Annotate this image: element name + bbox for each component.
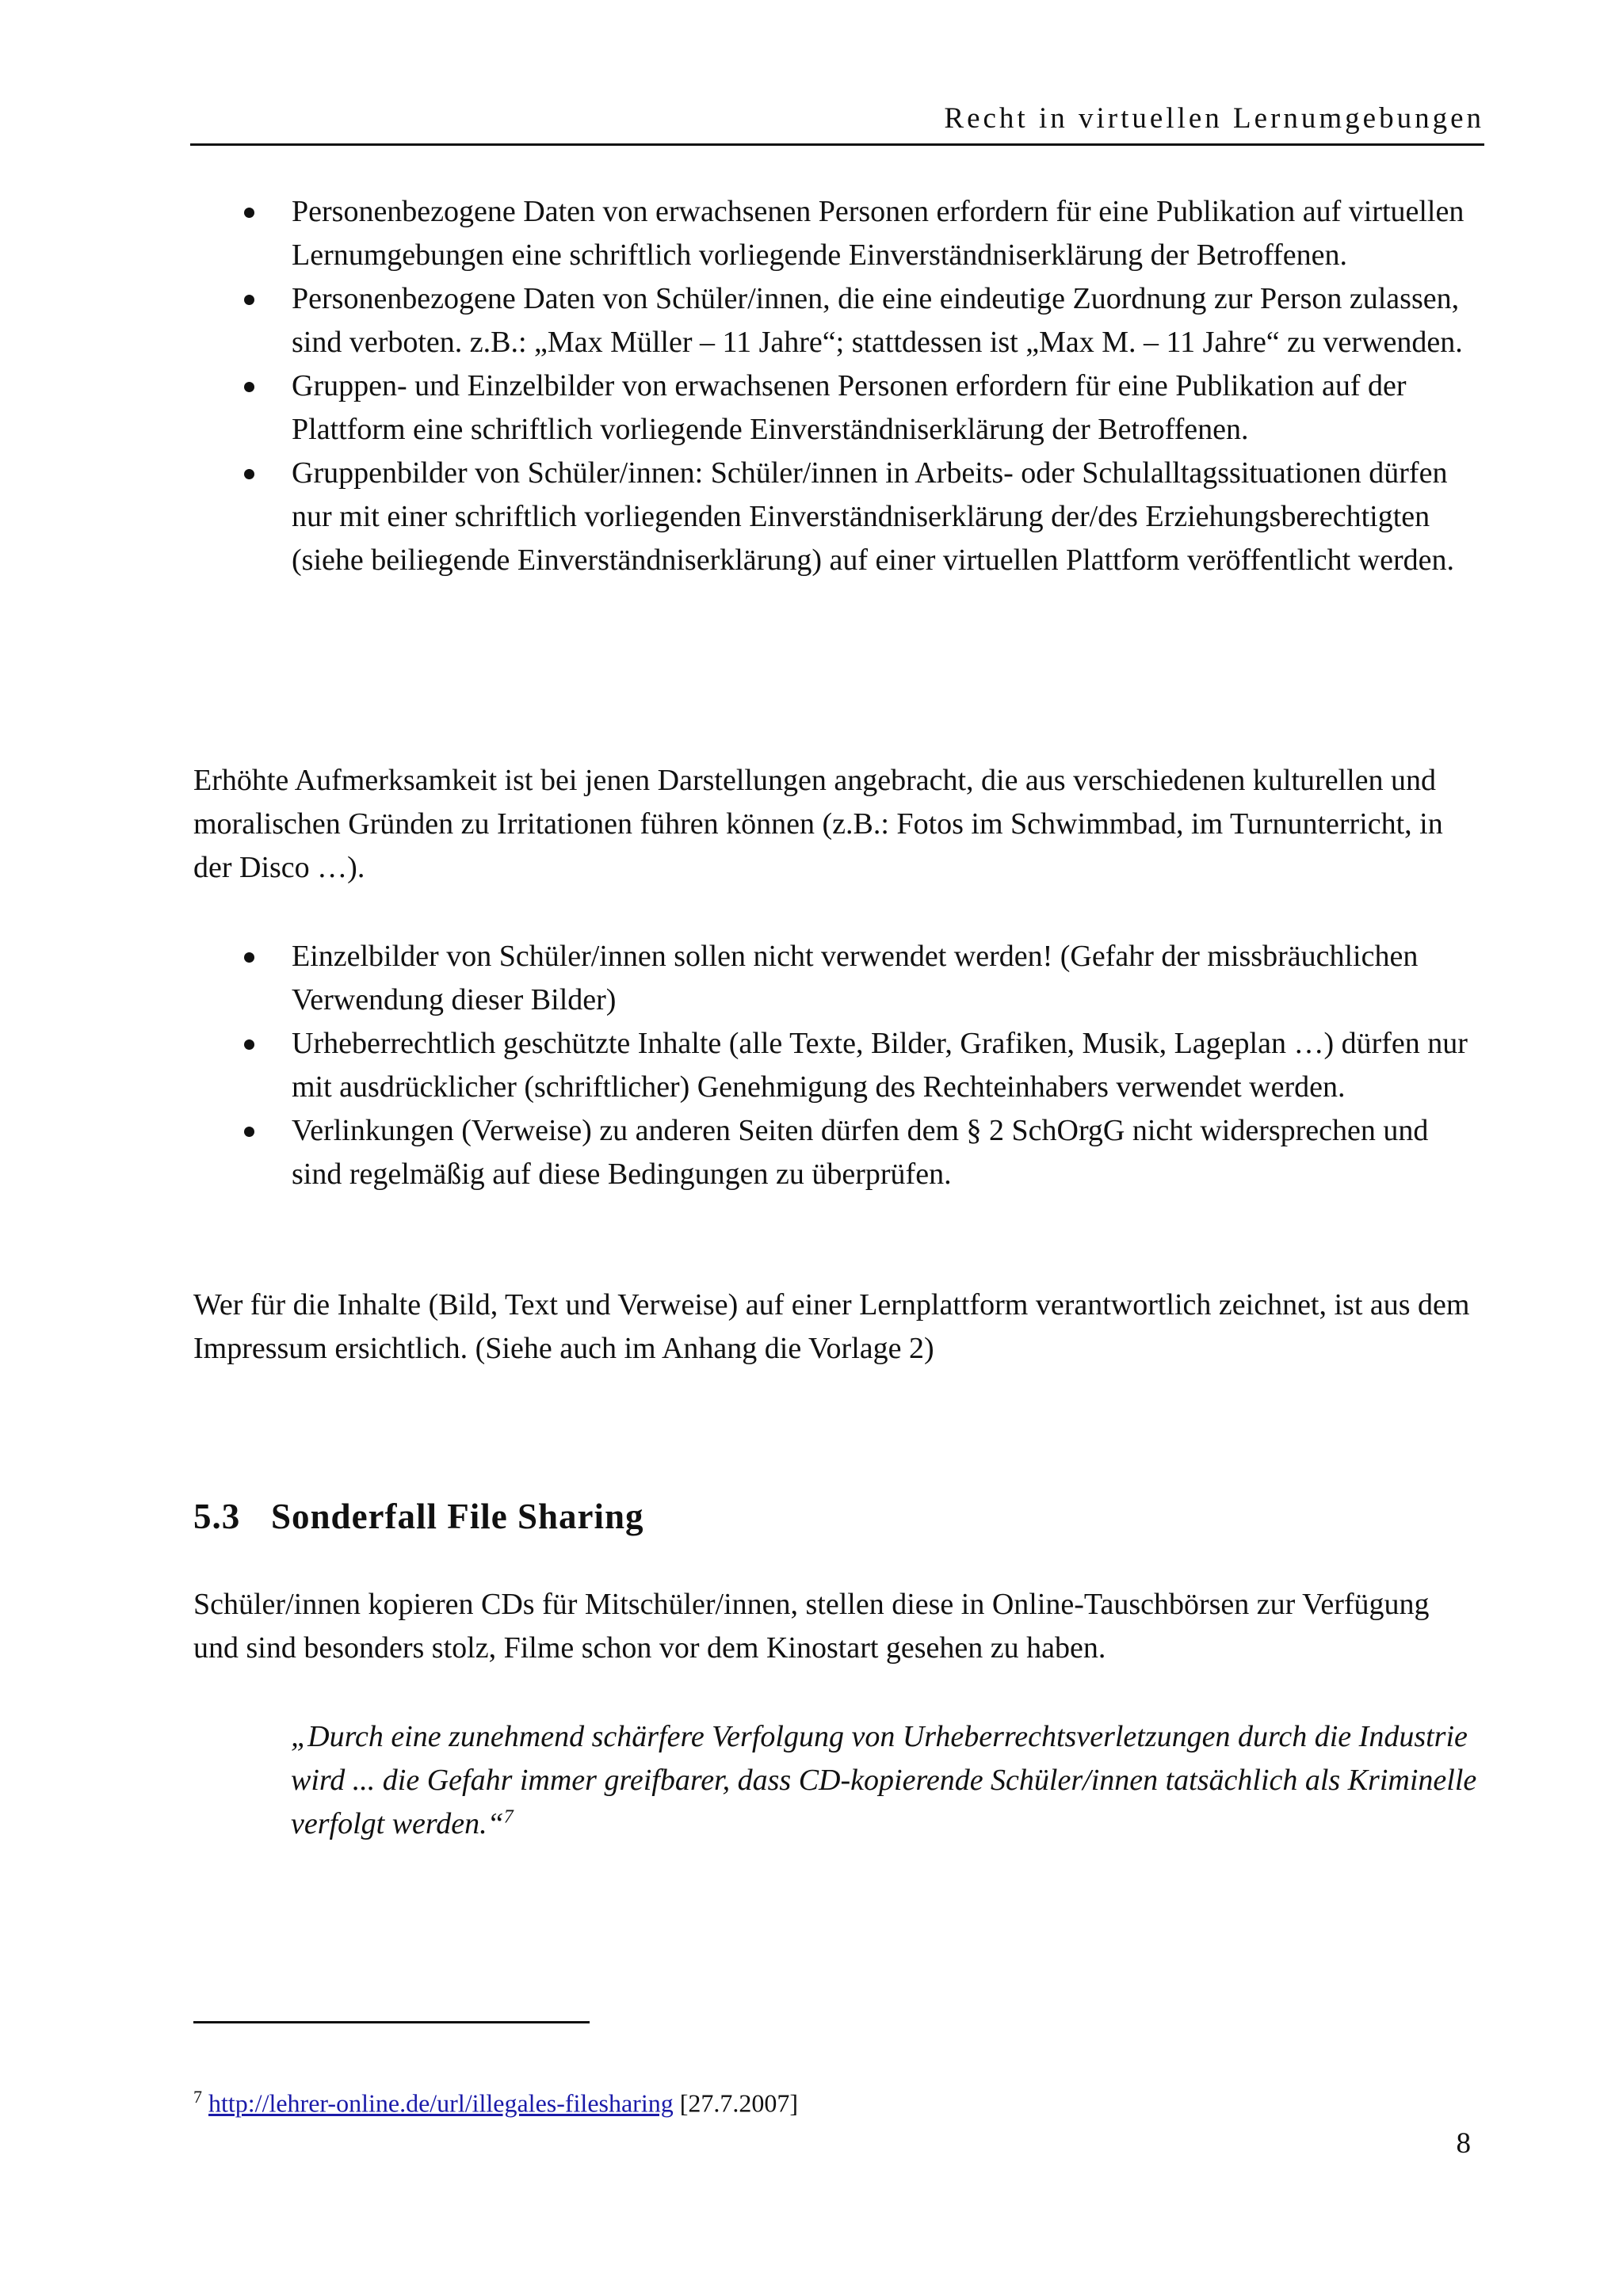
quote-text: „Durch eine zunehmend schärfere Verfolgung von Urheberrechtsverletzungen durch die Industrie wird ... die Gefahr immer greifbarer, dass CD-kopierende Schüler/innen tatsächlich als Kriminelle verfolgt werden.“	[291, 1720, 1477, 1840]
list-item: Einzelbilder von Schüler/innen sollen nicht verwendet werden! (Gefahr der missbräuchlichen Verwendung dieser Bilder)	[190, 935, 1474, 1022]
list-item: Verlinkungen (Verweise) zu anderen Seiten dürfen dem § 2 SchOrgG nicht widersprechen und sind regelmäßig auf diese Bedingungen zu überprüfen.	[190, 1109, 1474, 1196]
paragraph-responsibility: Wer für die Inhalte (Bild, Text und Verweise) auf einer Lernplattform verantwortlich zeichnet, ist aus dem Impressum ersichtlich. (Siehe auch im Anhang die Vorlage 2)	[193, 1288, 1470, 1365]
page-number: 8	[1456, 2127, 1471, 2160]
paragraph-file-sharing: Schüler/innen kopieren CDs für Mitschüler/innen, stellen diese in Online-Tauschbörsen zur Verfügung und sind besonders stolz, Filme schon vor dem Kinostart gesehen zu haben.	[193, 1588, 1430, 1665]
section-title: Sonderfall File Sharing	[271, 1497, 644, 1536]
list-item: Personenbezogene Daten von erwachsenen Personen erfordern für eine Publikation auf virtuellen Lernumgebungen eine schriftlich vorliegende Einverständniserklärung der Betroffenen.	[190, 190, 1474, 277]
footnote-link[interactable]: http://lehrer-online.de/url/illegales-filesharing	[208, 2088, 674, 2118]
list-item: Personenbezogene Daten von Schüler/innen, die eine eindeutige Zuordnung zur Person zulassen, sind verboten. z.B.: „Max Müller – 11 Jahre“; stattdessen ist „Max M. – 11 Jahre“ zu verwenden.	[190, 277, 1474, 364]
list-item: Gruppenbilder von Schüler/innen: Schüler/innen in Arbeits- oder Schulalltagssituationen dürfen nur mit einer schriftlich vorliegenden Einverständniserklärung der/des Erziehungsberechtigten (siehe beiliegende Einverständniserklärung) auf einer virtuellen Plattform veröffentlicht werden.	[190, 452, 1474, 582]
footnote-mark: 7	[193, 2087, 202, 2107]
running-header: Recht in virtuellen Lernumgebungen	[190, 101, 1484, 146]
list-item: Urheberrechtlich geschützte Inhalte (alle Texte, Bilder, Grafiken, Musik, Lageplan …) dürfen nur mit ausdrücklicher (schriftlicher) Genehmigung des Rechteinhabers verwendet werden.	[190, 1022, 1474, 1109]
section-number: 5.3	[193, 1497, 241, 1536]
bullet-list-rules	[190, 935, 1474, 1196]
block-quote	[291, 1715, 1480, 1846]
bullet-list-privacy	[190, 190, 1474, 582]
footnote-divider	[193, 2021, 590, 2023]
list-item: Gruppen- und Einzelbilder von erwachsenen Personen erfordern für eine Publikation auf der Plattform eine schriftlich vorliegende Einverständniserklärung der Betroffenen.	[190, 364, 1474, 452]
footnote-reference[interactable]: 7	[503, 1806, 514, 1828]
footnote-date: [27.7.2007]	[679, 2088, 799, 2118]
paragraph-attention: Erhöhte Aufmerksamkeit ist bei jenen Darstellungen angebracht, die aus verschiedenen kulturellen und moralischen Gründen zu Irritationen führen können (z.B.: Fotos im Schwimmbad, im Turnunterricht, in der Disco …).	[193, 764, 1443, 884]
section-heading	[193, 1496, 644, 1537]
footnote	[193, 2087, 798, 2119]
